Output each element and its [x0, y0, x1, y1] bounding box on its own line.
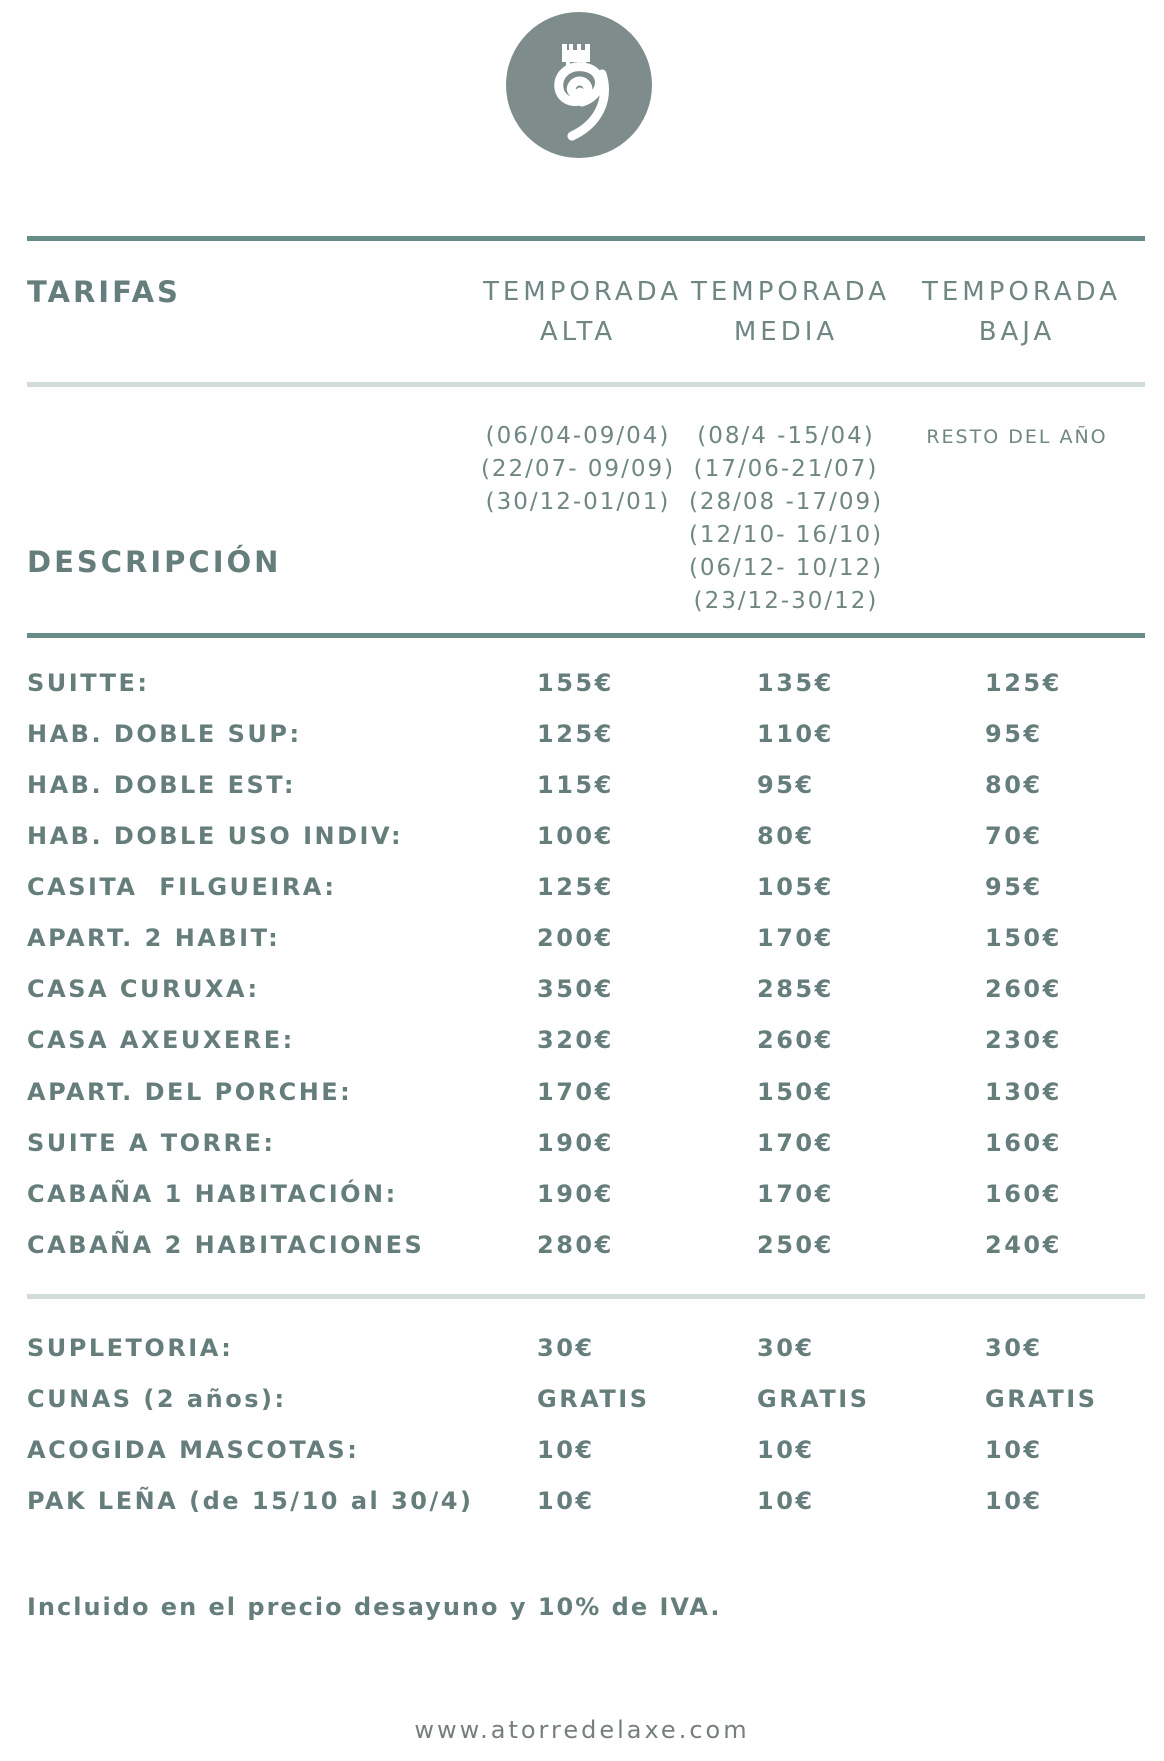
price-media: GRATIS — [757, 1385, 870, 1413]
table-row — [0, 1180, 1164, 1231]
price-alta: 125€ — [537, 873, 614, 901]
table-row — [0, 924, 1164, 975]
price-media: 170€ — [757, 1180, 834, 1208]
price-alta: 320€ — [537, 1026, 614, 1054]
season-alta-line2: ALTA — [539, 317, 617, 347]
price-alta: 10€ — [537, 1487, 595, 1515]
price-baja: 125€ — [985, 669, 1062, 697]
price-alta: 190€ — [537, 1180, 614, 1208]
price-media: 170€ — [757, 1129, 834, 1157]
table-row — [0, 669, 1164, 720]
price-media: 260€ — [757, 1026, 834, 1054]
iva-note: Incluido en el precio desayuno y 10% de IVA. — [27, 1593, 722, 1621]
price-media: 135€ — [757, 669, 834, 697]
table-row — [0, 1334, 1164, 1385]
price-alta: 280€ — [537, 1231, 614, 1259]
room-name: APART. 2 HABIT: — [27, 924, 281, 952]
price-baja: 30€ — [985, 1334, 1043, 1362]
date-range: (12/10- 16/10) — [688, 522, 884, 548]
season-media-line1: TEMPORADA — [691, 277, 891, 307]
season-media-line2: MEDIA — [733, 317, 839, 347]
price-baja: 10€ — [985, 1436, 1043, 1464]
price-baja: 80€ — [985, 771, 1043, 799]
price-alta: 125€ — [537, 720, 614, 748]
season-alta-line1: TEMPORADA — [483, 277, 683, 307]
extras-divider — [27, 1294, 1145, 1299]
dates-alta — [473, 420, 683, 519]
price-media: 285€ — [757, 975, 834, 1003]
table-row — [0, 1231, 1164, 1282]
date-range: (23/12-30/12) — [693, 588, 879, 614]
price-alta: 30€ — [537, 1334, 595, 1362]
price-media: 10€ — [757, 1487, 815, 1515]
date-range: (06/04-09/04) — [485, 423, 671, 449]
header-divider — [27, 382, 1145, 387]
price-alta: 190€ — [537, 1129, 614, 1157]
table-row — [0, 1129, 1164, 1180]
date-range: (06/12- 10/12) — [688, 555, 884, 581]
price-alta: 170€ — [537, 1078, 614, 1106]
room-name: CASA AXEUXERE: — [27, 1026, 295, 1054]
price-baja: 240€ — [985, 1231, 1062, 1259]
season-baja-line2: BAJA — [978, 317, 1056, 347]
price-media: 10€ — [757, 1436, 815, 1464]
price-baja: 130€ — [985, 1078, 1062, 1106]
table-row — [0, 1436, 1164, 1487]
table-row — [0, 873, 1164, 924]
room-name: CABAÑA 1 HABITACIÓN: — [27, 1180, 398, 1208]
price-media: 250€ — [757, 1231, 834, 1259]
price-alta: 200€ — [537, 924, 614, 952]
price-media: 80€ — [757, 822, 815, 850]
season-baja-header — [922, 272, 1122, 352]
price-baja: 230€ — [985, 1026, 1062, 1054]
date-range: (28/08 -17/09) — [688, 489, 884, 515]
room-name: HAB. DOBLE EST: — [27, 771, 296, 799]
room-name: SUITE A TORRE: — [27, 1129, 276, 1157]
table-row — [0, 1487, 1164, 1538]
table-row — [0, 1078, 1164, 1129]
date-range: (22/07- 09/09) — [480, 456, 676, 482]
price-baja: 260€ — [985, 975, 1062, 1003]
price-baja: GRATIS — [985, 1385, 1098, 1413]
snail-spiral-tower-logo — [506, 12, 652, 158]
price-alta: 10€ — [537, 1436, 595, 1464]
price-baja: 160€ — [985, 1129, 1062, 1157]
room-name: HAB. DOBLE USO INDIV: — [27, 822, 404, 850]
price-baja: 70€ — [985, 822, 1043, 850]
price-media: 30€ — [757, 1334, 815, 1362]
table-row — [0, 975, 1164, 1026]
extra-name: CUNAS (2 años): — [27, 1385, 287, 1413]
room-name: SUITTE: — [27, 669, 150, 697]
table-row — [0, 822, 1164, 873]
room-name: CASA CURUXA: — [27, 975, 260, 1003]
date-range: (08/4 -15/04) — [697, 423, 875, 449]
top-divider — [27, 236, 1145, 241]
table-divider — [27, 633, 1145, 638]
price-baja: 10€ — [985, 1487, 1043, 1515]
price-alta: GRATIS — [537, 1385, 650, 1413]
date-range: (30/12-01/01) — [485, 489, 671, 515]
season-baja-line1: TEMPORADA — [922, 277, 1122, 307]
price-alta: 115€ — [537, 771, 614, 799]
price-alta: 155€ — [537, 669, 614, 697]
room-name: CABAÑA 2 HABITACIONES — [27, 1231, 425, 1259]
table-row — [0, 1385, 1164, 1436]
extra-name: SUPLETORIA: — [27, 1334, 234, 1362]
date-range: (17/06-21/07) — [693, 456, 879, 482]
price-baja: 95€ — [985, 720, 1043, 748]
price-media: 150€ — [757, 1078, 834, 1106]
room-name: HAB. DOBLE SUP: — [27, 720, 302, 748]
table-row — [0, 720, 1164, 771]
table-row — [0, 1026, 1164, 1077]
dates-baja: RESTO DEL AÑO — [926, 426, 1108, 448]
price-baja: 160€ — [985, 1180, 1062, 1208]
tarifas-heading: TARIFAS — [27, 275, 181, 309]
season-media-header — [691, 272, 891, 352]
price-media: 110€ — [757, 720, 834, 748]
extra-name: ACOGIDA MASCOTAS: — [27, 1436, 360, 1464]
season-alta-header — [483, 272, 683, 352]
price-media: 105€ — [757, 873, 834, 901]
room-name: CASITA FILGUEIRA: — [27, 873, 337, 901]
price-baja: 95€ — [985, 873, 1043, 901]
price-baja: 150€ — [985, 924, 1062, 952]
website-link[interactable]: www.atorredelaxe.com — [414, 1716, 750, 1744]
price-media: 95€ — [757, 771, 815, 799]
table-row — [0, 771, 1164, 822]
price-media: 170€ — [757, 924, 834, 952]
price-alta: 350€ — [537, 975, 614, 1003]
room-name: APART. DEL PORCHE: — [27, 1078, 353, 1106]
price-alta: 100€ — [537, 822, 614, 850]
extra-name: PAK LEÑA (de 15/10 al 30/4) — [27, 1487, 474, 1515]
dates-media — [681, 420, 891, 618]
descripcion-heading: DESCRIPCIÓN — [27, 545, 282, 579]
